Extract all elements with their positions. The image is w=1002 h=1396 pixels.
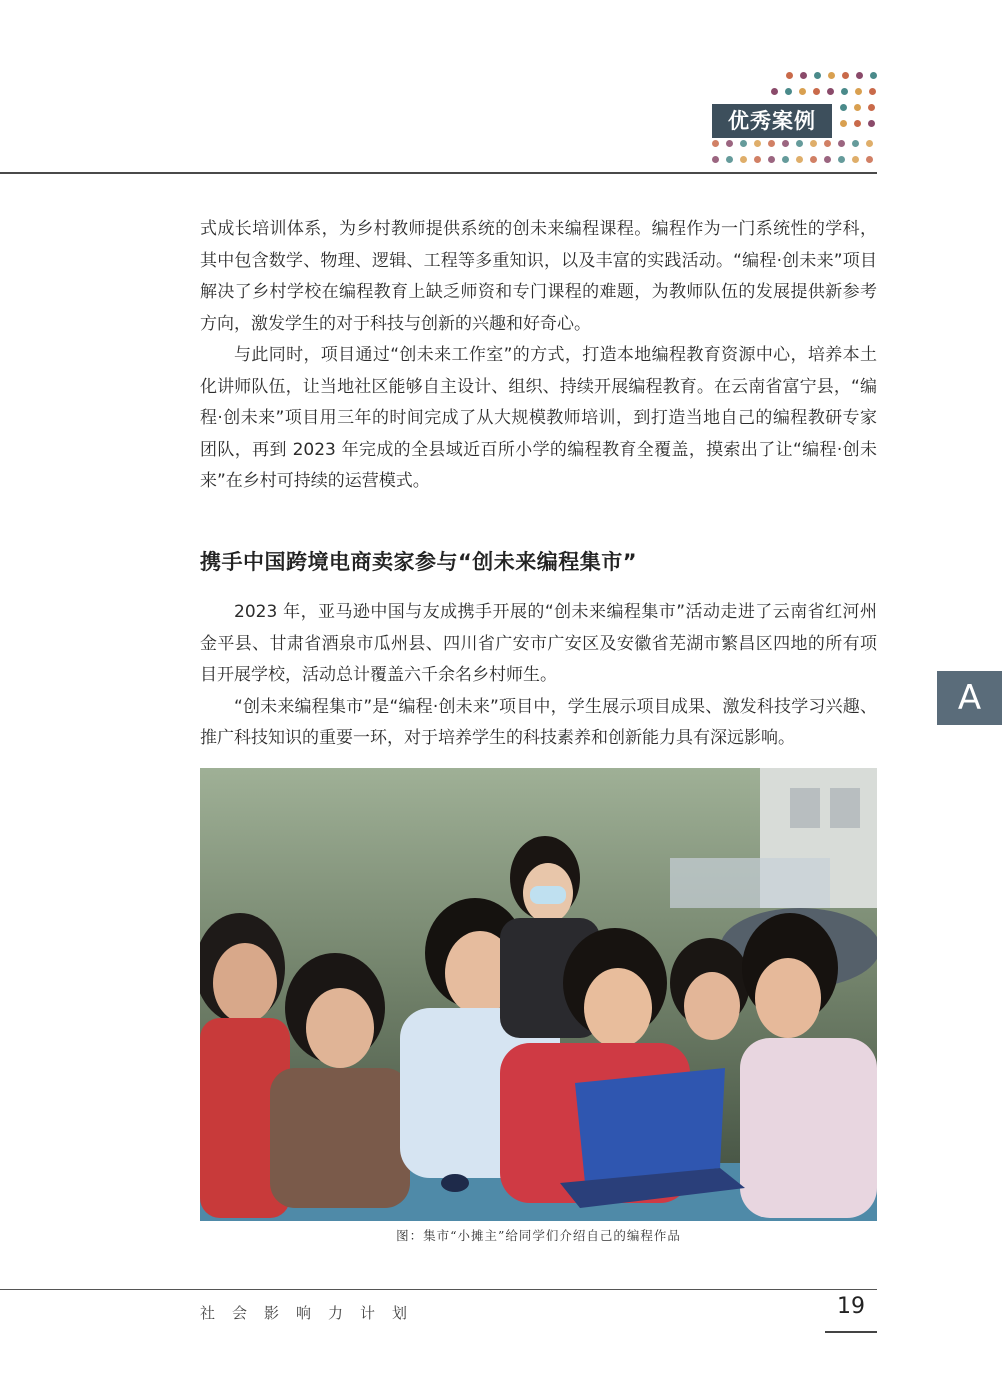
ornament-dot [800,72,807,79]
ornament-dot [856,72,863,79]
page-number: 19 [837,1294,865,1319]
body-text-top [200,214,877,498]
ornament-dot [726,156,733,163]
photo-caption: 图：集市“小摊主”给同学们介绍自己的编程作品 [396,1228,681,1243]
header-rule [0,172,877,174]
ornament-dot [810,140,817,147]
event-photo [200,768,877,1221]
ornament-dot [782,156,789,163]
ornament-dot [868,104,875,111]
ornament-dot [854,120,861,127]
ornament-dot [814,72,821,79]
page-number-underline [825,1331,877,1333]
ornament-dot [827,88,834,95]
ornament-dot [840,104,847,111]
section-badge: 优秀案例 [712,104,832,138]
ornament-dot [768,156,775,163]
ornament-dot [740,156,747,163]
ornament-dot [824,140,831,147]
paragraph: “创未来编程集市”是“编程·创未来”项目中，学生展示项目成果、激发科技学习兴趣、推广科技知识的重要一环，对于培养学生的科技素养和创新能力具有深远影响。 [200,696,877,748]
ornament-dot [840,120,847,127]
ornament-dot [868,120,875,127]
ornament-dot [786,72,793,79]
chapter-tab: A [937,671,1002,725]
ornament-dot [838,140,845,147]
ornament-dot [754,156,761,163]
footer-rule [0,1289,877,1290]
ornament-dot [712,140,719,147]
ornament-dot [824,156,831,163]
paragraph: 与此同时，项目通过“创未来工作室”的方式，打造本地编程教育资源中心，培养本土化讲师队伍，让当地社区能够自主设计、组织、持续开展编程教育。在云南省富宁县，“编程·创未来”项目用三年的时间完成了从大规模教师培训，到打造当地自己的编程教研专家团队，再到 2023 年完成的全县域近百所小学的编程教育全覆盖，摸索出了让“编程·创未来”在乡村可持续的运营模式。 [200,345,877,491]
ornament-dot [813,88,820,95]
ornament-dot [785,88,792,95]
ornament-dot [740,140,747,147]
ornament-dot [841,88,848,95]
ornament-dot [842,72,849,79]
ornament-dot [869,88,876,95]
ornament-dot [782,140,789,147]
ornament-dot [870,72,877,79]
ornament-dot [866,140,873,147]
ornament-dot [855,88,862,95]
body-text-bottom [200,597,877,755]
ornament-dot [768,140,775,147]
ornament-dot [838,156,845,163]
footer-title: 社会影响力计划 [200,1304,425,1322]
section-title: 携手中国跨境电商卖家参与“创未来编程集市” [200,550,638,574]
ornament-dot [828,72,835,79]
photo-illustration [200,768,877,1221]
ornament-dot [712,156,719,163]
ornament-dot [796,140,803,147]
ornament-dot [854,104,861,111]
ornament-dot [799,88,806,95]
ornament-dot [754,140,761,147]
ornament-dot [796,156,803,163]
ornament-dot [852,140,859,147]
ornament-dot [866,156,873,163]
paragraph: 式成长培训体系，为乡村教师提供系统的创未来编程课程。编程作为一门系统性的学科，其中包含数学、物理、逻辑、工程等多重知识，以及丰富的实践活动。“编程·创未来”项目解决了乡村学校在编程教育上缺乏师资和专门课程的难题，为教师队伍的发展提供新参考方向，激发学生的对于科技与创新的兴趣和好奇心。 [200,219,877,334]
ornament-dot [810,156,817,163]
paragraph: 2023 年，亚马逊中国与友成携手开展的“创未来编程集市”活动走进了云南省红河州金平县、甘肃省酒泉市瓜州县、四川省广安市广安区及安徽省芜湖市繁昌区四地的所有项目开展学校，活动总计覆盖六千余名乡村师生。 [200,602,877,685]
ornament-dot [726,140,733,147]
ornament-dot [852,156,859,163]
ornament-dot [771,88,778,95]
